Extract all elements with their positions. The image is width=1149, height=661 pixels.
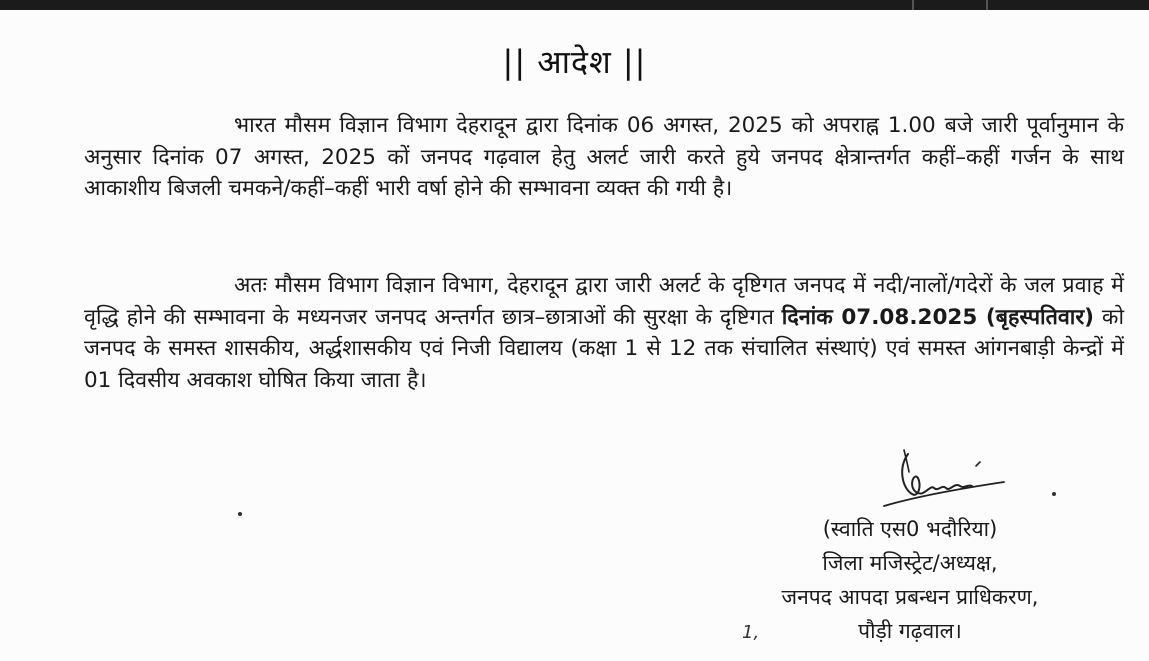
strip-tick (986, 0, 988, 10)
order-paragraph-1 (84, 110, 1124, 205)
strip-tick (912, 0, 914, 10)
ink-speck (238, 512, 242, 516)
signatory-authority: जनपद आपदा प्रबन्धन प्राधिकरण, (781, 585, 1039, 609)
order-paragraph-2 (84, 270, 1124, 396)
signatory-name: (स्वाति एस0 भदौरिया) (822, 517, 998, 541)
order-title: || आदेश || (502, 43, 647, 81)
paragraph-1-text: भारत मौसम विज्ञान विभाग देहरादून द्वारा दिनांक 06 अगस्त, 2025 को अपराह्न 1.00 बजे जारी पूर्वानुमान के अनुसार दिनांक 07 अगस्त, 2025 कों जनपद गढ़वाल हेतु अलर्ट जारी करते हुये जनपद क्षेत्रान्तर्गत कहीं–कहीं गर्जन के साथ आकाशीय बिजली चमकने/कहीं–कहीं भारी वर्षा होने की सम्भावना व्यक्त की गयी है। (84, 113, 1124, 201)
margin-mark: 1, (742, 622, 760, 643)
signatory-location: पौड़ी गढ़वाल। (858, 619, 962, 643)
top-dark-strip (0, 0, 1149, 10)
signatory-block (700, 512, 1120, 648)
paragraph-2-text-start: अतः मौसम विभाग विज्ञान विभाग, देहरादून द्वारा जारी अलर्ट के दृष्टिगत जनपद में नदी/नालों/गदेरों के जल प्रवाह में वृद्धि होने की सम्भावना के मध्यनजर जनपद अन्तर्गत छात्र–छात्राओं की सुरक्षा के दृष्टिगत (84, 273, 1124, 330)
paragraph-2-text-end: को जनपद के समस्त शासकीय, अर्द्धशासकीय एवं निजी विद्यालय (कक्षा 1 से 12 तक संचालित संस्थाएं) एवं समस्त आंगनबाड़ी केन्द्रों में 01 दिवसीय अवकाश घोषित किया जाता है। (84, 304, 1125, 393)
holiday-date-highlight: दिनांक 07.08.2025 (बृहस्पतिवार) (781, 304, 1094, 330)
signatory-designation: जिला मजिस्ट्रेट/अध्यक्ष, (822, 551, 998, 575)
ink-speck (1052, 492, 1056, 496)
